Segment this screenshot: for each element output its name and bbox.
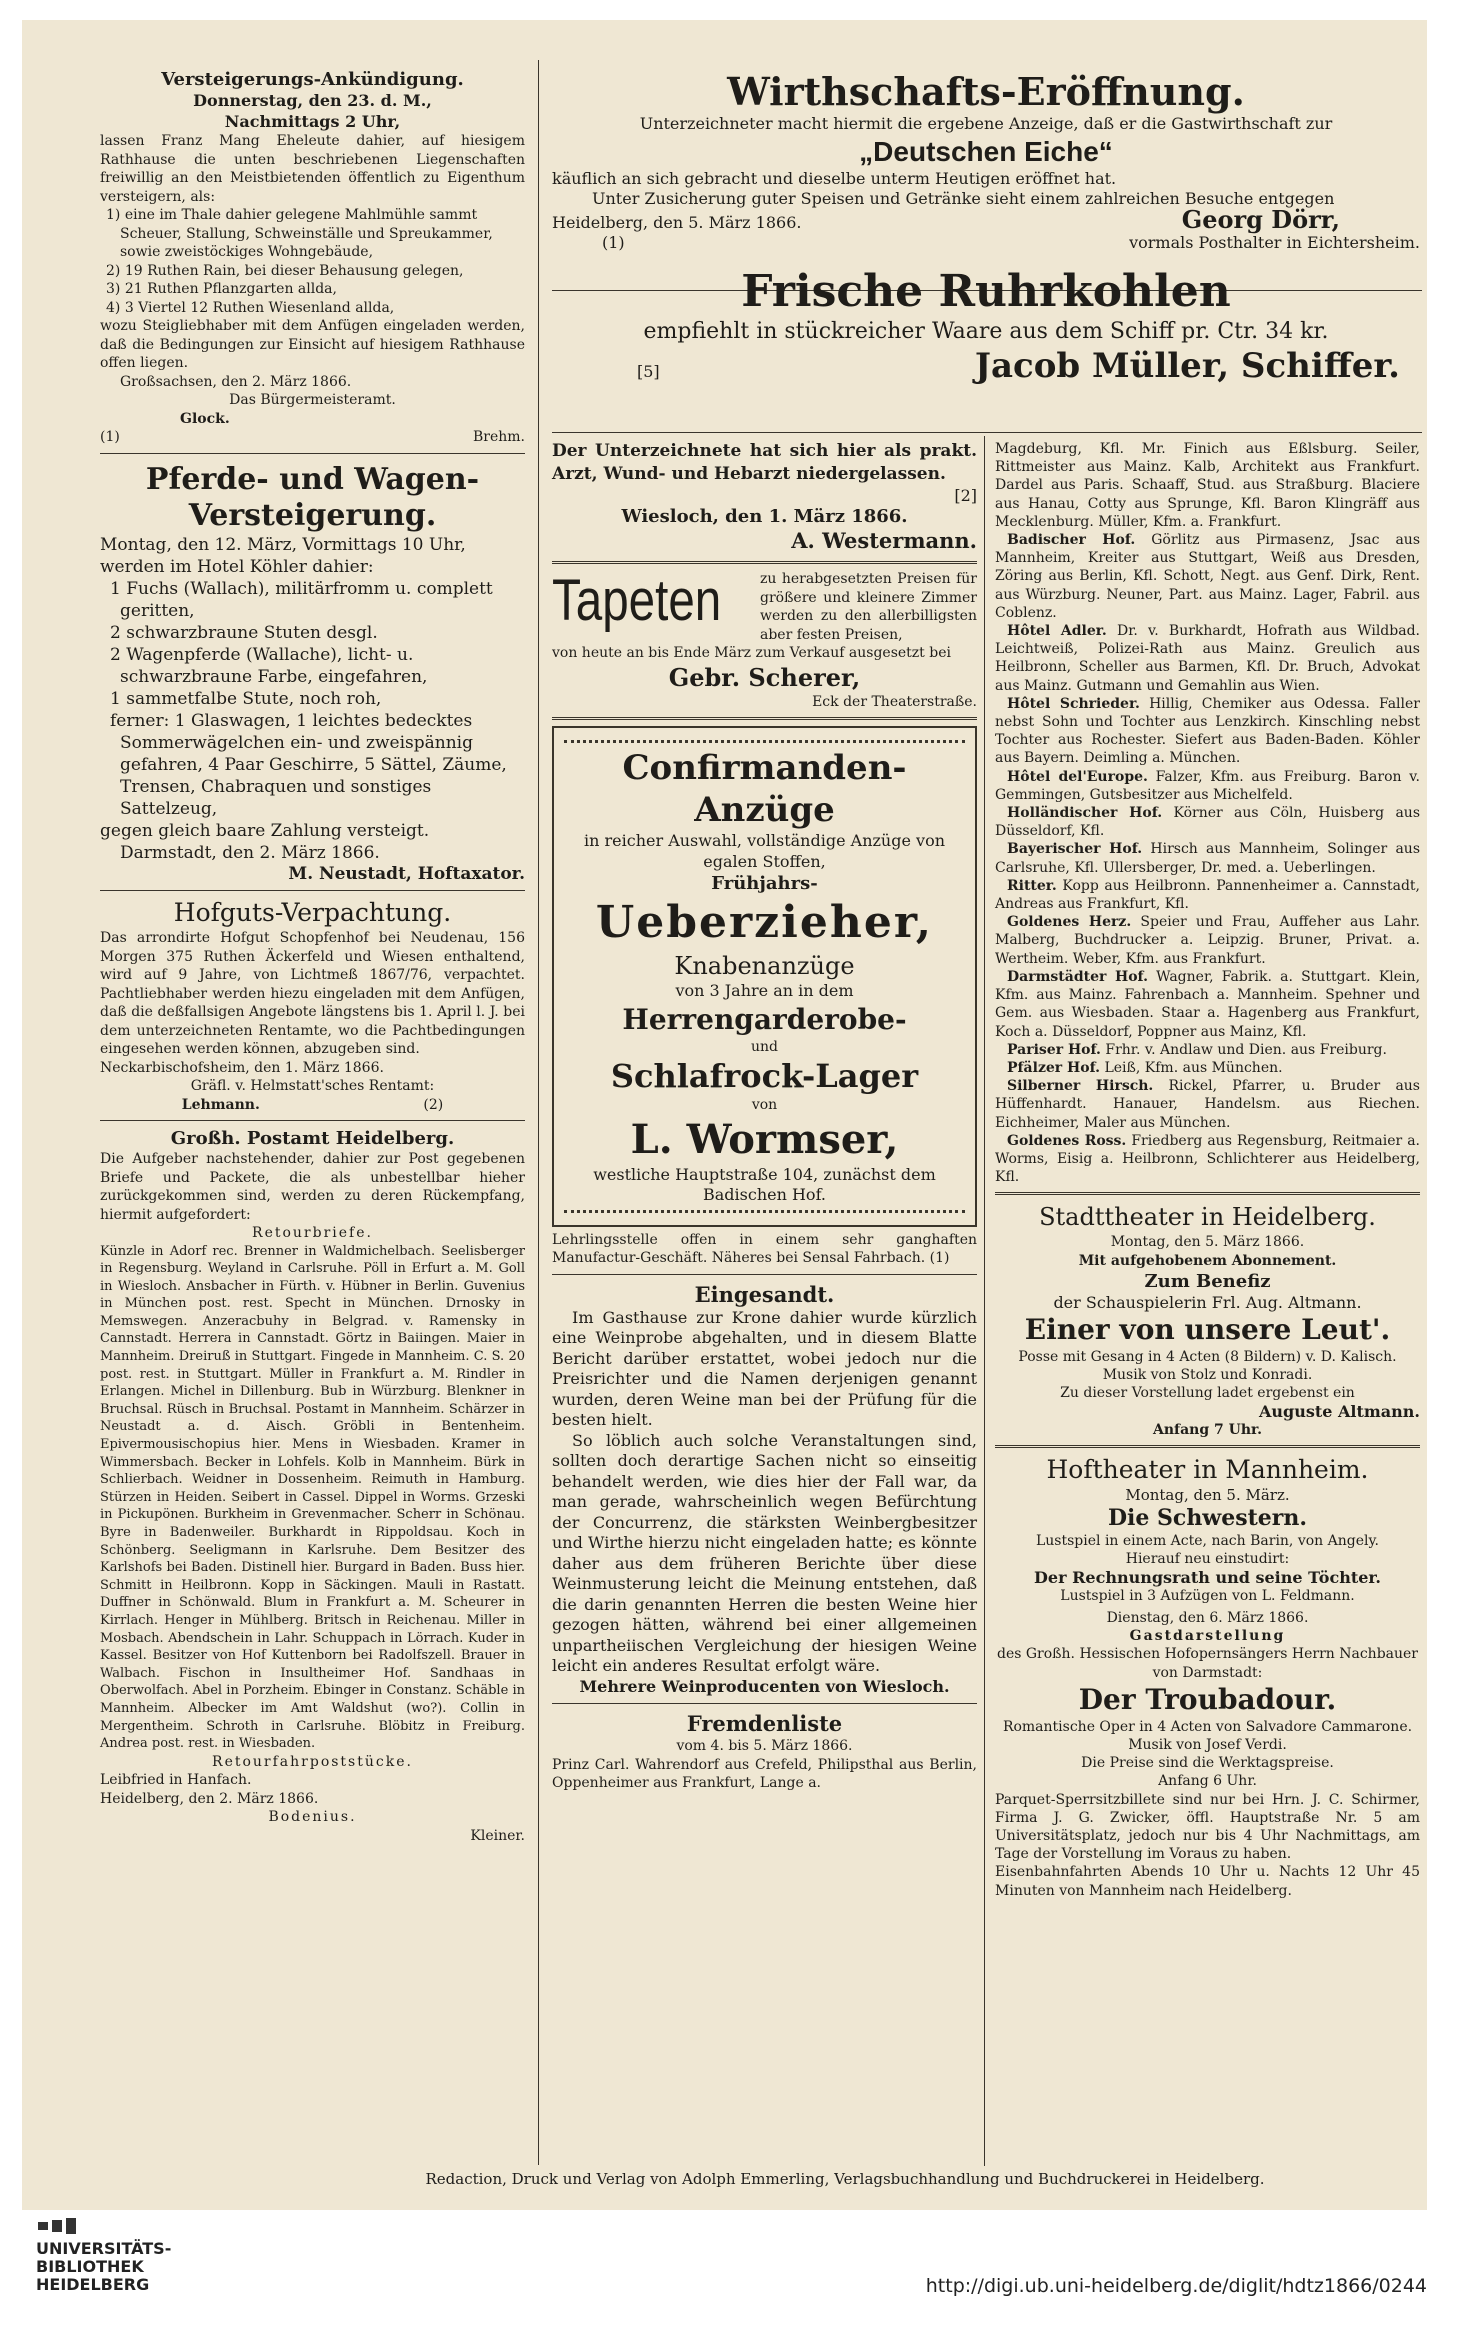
hotel-entry [995,695,1420,768]
pferde-item: gegen gleich baare Zahlung versteigt. [100,820,430,841]
versteigerung-date: Donnerstag, den 23. d. M., [193,91,432,110]
hotel-entry [995,804,1420,840]
lehr-text-body: Lehrlingsstelle offen in einem sehr ganghaften Manufactur-Geschäft. Näheres bei Sensal Fahrbach. [552,1231,977,1266]
arzt-text: Der Unterzeichnete hat sich hier als prakt. Arzt, Wund- und Hebarzt niedergelassen. [552,441,977,484]
ruhr-text: empfiehlt in stückreicher Waare aus dem Schiff pr. Ctr. 34 kr. [643,318,1329,344]
tapeten-text: von heute an bis Ende März zum Verkauf ausgesetzt bei [552,645,951,661]
versteigerung-item: 3) 21 Ruthen Pflanzgarten allda, [106,281,337,297]
hof-gast2: des Großh. Hessischen Hofopernsängers Herrn Nachbauer von Darmstadt: [996,1646,1419,1681]
hotel-guests: Görlitz aus Pirmasenz, Jsac aus Mannheim, Kreiter aus Stuttgart, Weiß aus Dresden, Zöring aus Berlin, Kfl. Schott, Negt. aus Genf. Dirk, Rent. aus Würzburg. Neuner, Part. aus Mainz. Lager, Fabril. aus Coblenz. [995,532,1421,621]
conf-fruh: Frühjahrs- [711,873,818,894]
pferde-item: ferner: 1 Glaswagen, 1 leichtes bedecktes Sommerwägelchen ein- und zweispännig gefahren, 4 Paar Geschirre, 5 Sättel, Zäume, Trensen, Chabraquen und sonstiges Sattelzeug, [110,710,507,819]
hotel-entry [995,531,1420,622]
hotel-name: Goldenes Ross. [1007,1132,1127,1149]
source-url-link[interactable]: http://digi.ub.uni-heidelberg.de/diglit/hdtz1866/0244 [925,2275,1427,2297]
hof-title: Hoftheater in Mannheim. [1046,1454,1369,1484]
hotel-guests: Frhr. v. Andlaw und Dien. aus Freiburg. [1105,1041,1387,1058]
hotel-entry [995,1041,1420,1059]
conf-name: L. Wormser, [630,1115,899,1163]
tapeten-big: Tapeten [552,568,722,633]
hof-bahn: Eisenbahnfahrten Abends 10 Uhr u. Nachts 12 Uhr 45 Minuten von Mannheim nach Heidelberg. [995,1864,1420,1899]
arzt-place: Wiesloch, den 1. März 1866. [621,505,908,527]
arzt-sign: A. Westermann. [791,528,977,553]
pferde-item: 2 schwarzbraune Stuten desgl. [110,622,378,643]
stadt-sign: Auguste Altmann. [1258,1401,1420,1421]
hofgut-title: Hofguts-Verpachtung. [173,898,452,927]
hotel-entry [995,1132,1420,1187]
hofgut-sign2: Lehmann. [181,1096,260,1113]
hotel-guests: Friedberg aus Regensburg, Reitmaier a. Worms, Eisig a. Heilbronn, Schlichterer aus Heidelberg, Kfl. [995,1132,1421,1186]
stadt-stueck: Einer von unsere Leut'. [1024,1312,1391,1346]
ruhr-row [552,346,1420,386]
hof-stueck2: Der Rechnungsrath und seine Töchter. [1034,1567,1381,1587]
pferde-item: 1 Fuchs (Wallach), militärfromm u. complett geritten, [110,578,493,621]
versteigerung-footer [100,428,525,447]
tapeten-block [552,570,977,644]
conf-addr: westliche Hauptstraße 104, zunächst dem Badischen Hof. [593,1164,936,1204]
imprint: Redaction, Druck und Verlag von Adolph Emmerling, Verlagsbuchhandlung und Buchdruckerei in Heidelberg. [425,2170,1265,2188]
hotel-entry [995,968,1420,1041]
hof-preise: Die Preise sind die Werktagspreise. [1081,1755,1334,1772]
pferde-title: Versteigerung. [188,497,437,533]
hofgut-place: Neckarbischofsheim, den 1. März 1866. [100,1059,384,1076]
hotel-name: Pariser Hof. [1007,1041,1101,1058]
pferde-item: 1 sammetfalbe Stute, noch roh, [110,688,382,709]
wirth-place: Heidelberg, den 5. März 1866. [552,212,802,232]
fremden-title: Fremdenliste [686,1711,843,1736]
stadt-benefiz: Zum Benefiz [1144,1270,1271,1292]
hotel-entry [995,840,1420,876]
conf-von: von [751,1097,778,1113]
hofgut-text: Das arrondirte Hofgut Schopfenhof bei Neudenau, 156 Morgen 375 Ruthen Äckerfeld und Wiesen enthaltend, wird auf 9 Jahre, von Lichtmeß 1867/76, verpachtet. Pachtliebhaber werden hiezu eingeladen mit dem Anfügen, daß die deßfallsigen Angebote längstens bis 1. April l. J. bei dem unterzeichneten Rentamte, wo die Pachtbedingungen eingesehen werden können, abzugeben sind. [100,930,525,1057]
fremden-text: Prinz Carl. Wahrendorf aus Crefeld, Philipsthal aus Berlin, Oppenheimer aus Frankfurt, Lange a. [552,1756,977,1791]
hof-desc2: Lustspiel in 3 Aufzügen von L. Feldmann. [1060,1587,1355,1604]
versteigerung-item: 4) 3 Viertel 12 Ruthen Wiesenland allda, [106,299,395,316]
hof-desc1: Lustspiel in einem Acte, nach Barin, von Angely. [1035,1533,1379,1550]
hotel-guests: Hillig, Chemiker aus Odessa. Faller nebst Sohn und Tochter aus Lenzkirch. Kinschling nebst Tochter aus Rochester. Siefert aus Baden-Baden. Köhler aus Bayern. Deimling a. München. [995,695,1420,767]
wormser-ad [552,726,977,1227]
stadt-abo: Mit aufgehobenem Abonnement. [1078,1252,1337,1269]
hotel-name: Darmstädter Hof. [1007,968,1148,985]
hotel-name: Bayerischer Hof. [1007,841,1143,858]
einges-text2: So löblich auch solche Veranstaltungen sind, sollten doch derartige Sachen nicht so einseitig behandelt werden, wie dies hier der Fall war, da man gerade, wahrscheinlich wegen Befürchtung der Concurrenz, die stärksten Weinbergbesitzer und Wirthe hierzu nicht eingeladen hatte; es könnte daher aus dem früheren Berichte über diese Weinmusterung leicht die Meinung entstehen, daß die darin genannten Herren die besten Weine hier gezogen hätten, während bei einer allgemeinen unpartheiischen Vergleichung der hiesigen Weine leicht ein anderes Resultat erfolgt wäre. [552,1430,977,1675]
tapeten-side: zu herabgesetzten Preisen für größere und kleinere Zimmer werden zu den allerbilligsten aber festen Preisen, [760,571,977,643]
post-text: Die Aufgeber nachstehender, dahier zur Post gegebenen Briefe und Packete, die als unbestellbar hieher zurückgekommen sind, werden zu deren Rückempfang, hiermit aufgefordert: [100,1151,525,1223]
post-sign2: Kleiner. [470,1827,525,1844]
library-line: BIBLIOTHEK [36,2257,144,2276]
ruhr-title: Frische Ruhrkohlen [741,265,1231,317]
wirth-row2 [552,233,1420,254]
hotel-name: Silberner Hirsch. [1007,1078,1154,1095]
wirth-text2: käuflich an sich gebracht und dieselbe unterm Heutigen eröffnet hat. [552,168,1117,188]
conf-text2: von 3 Jahre an in dem [675,981,854,1000]
library-logo-icon [38,2218,168,2234]
stadt-invite: Zu dieser Vorstellung ladet ergebenst ein [1060,1385,1355,1402]
hotel-guests: Rickel, Pfarrer, u. Bruder aus Hüffenhardt. Hanauer, Handelsm. aus Riechen. Eichheimer, Maler aus München. [995,1078,1420,1131]
column-rule-right [984,436,985,2166]
ruhr-num: [5] [637,361,660,381]
fremden-text-cont: Magdeburg, Kfl. Mr. Finich aus Eßlsburg. Seiler, Rittmeister aus Mainz. Kalb, Architekt aus Frankfurt. Dardel aus Paris. Schaaff, Stud. aus Straßburg. Blaciere aus Hanau, Cotty aus Sprunge, Kfl. Baron Klingräff aus Mecklenburg. Müller, Kfm. a. Frankfurt. [995,441,1420,530]
wirth-name: „Deutschen Eiche“ [859,135,1113,167]
conf-herren: Herrengarderobe- [622,1002,907,1036]
conf-schlaf: Schlafrock-Lager [610,1057,919,1095]
hotel-entry [995,768,1420,804]
hotel-guests: Körner aus Cöln, Huisberg aus Düsseldorf, Kfl. [995,805,1421,840]
hofgut-footer [100,1096,525,1115]
stadt-desc: Posse mit Gesang in 4 Acten (8 Bildern) v. D. Kalisch. Musik von Stolz und Konradi. [1018,1348,1397,1384]
wirth-sign: Georg Dörr, [1181,204,1340,234]
versteigerung-title: Versteigerungs-Ankündigung. [161,69,464,90]
post-sign1: Bodenius. [268,1809,357,1826]
conf-title: Confirmanden- [622,748,907,788]
arzt-num: [2] [954,486,977,505]
top-ads [552,70,1420,386]
versteigerung-sign: Glock. [180,410,230,427]
hof-desc3: Romantische Oper in 4 Acten von Salvadore Cammarone. Musik von Josef Verdi. [1002,1718,1413,1753]
hotel-name: Hôtel del'Europe. [1007,768,1148,785]
hotel-name: Pfälzer Hof. [1007,1059,1101,1076]
wirth-text1: Unterzeichneter macht hiermit die ergebene Anzeige, daß er die Gastwirthschaft zur [639,114,1333,133]
hotel-name: Goldenes Herz. [1007,914,1132,931]
versteigerung-item: 1) eine im Thale dahier gelegene Mahlmühle sammt Scheuer, Stallung, Schweinställe und Spreukammer, sowie zweistöckiges Wohngebäude, [106,207,493,260]
hotel-guests: Falzer, Kfm. aus Freiburg. Baron v. Gemmingen, Gutsbesitzer aus Michelfeld. [995,768,1420,803]
hotel-entry [995,622,1420,695]
hotel-name: Holländischer Hof. [1007,805,1163,822]
hotel-entry [995,1059,1420,1077]
wirth-text3: Unter Zusicherung guter Speisen und Getränke sieht einem zahlreichen Besuche entgegen [592,189,1335,208]
tapeten-addr: Eck der Theaterstraße. [812,693,977,710]
versteigerung-num: (1) [100,429,120,445]
lehr-num: (1) [929,1250,950,1266]
versteigerung-text: lassen Franz Mang Eheleute dahier, auf hiesigem Rathhause die unten beschriebenen Liegenschaften freiwillig an den Meistbietenden öffentlich zu Eigenthum versteigern, als: [100,133,525,205]
hof-gast: Gastdarstellung [1129,1628,1286,1645]
versteigerung-sign3: Brehm. [472,429,525,445]
hof-parquet: Parquet-Sperrsitzbillete sind nur bei Hrn. J. C. Schirmer, Firma J. G. Zwicker, öffl. Hauptstraße Nr. 5 am Universitätsplatz, jedoch nur bis 4 Uhr Nachmittags, am Tage der Vorstellung im Voraus zu haben. [995,1791,1420,1863]
pferde-intro: Montag, den 12. März, Vormittags 10 Uhr, werden im Hotel Köhler dahier: [100,534,466,577]
hotel-entry [995,913,1420,968]
hotel-entry [995,877,1420,913]
versteigerung-time: Nachmittags 2 Uhr, [224,111,401,131]
column-rule-left [538,60,539,2165]
pferde-sign: M. Neustadt, Hoftaxator. [288,863,525,884]
hof-stueck1: Die Schwestern. [1107,1505,1308,1532]
hofgut-num: (2) [423,1096,444,1113]
einges-text1: Im Gasthause zur Krone dahier wurde kürzlich eine Weinprobe abgehalten, und in diesem Blatte Bericht darüber erstattet, wobei jedoch nur die Preisrichter und die Namen derjenigen genannt wurden, deren Weine man bei der Prüfung für die besten hielt. [552,1307,977,1429]
versteigerung-sign: Das Bürgermeisteramt. [229,392,396,408]
hofgut-sign: Gräfl. v. Helmstatt'sches Rentamt: [190,1078,435,1094]
hotel-entry [995,1077,1420,1132]
versteigerung-item: 2) 19 Ruthen Rain, bei dieser Behausung gelegen, [106,262,464,279]
ruhr-sign: Jacob Müller, Schiffer. [974,345,1400,386]
conf-und: und [751,1038,778,1055]
hotel-guests: Wagner, Fabrik. a. Stuttgart. Klein, Kfm. aus Mainz. Fahrenbach a. Mannheim. Spehner und Gem. aus Wiesbaden. Staar a. Hagenberg aus Frankfurt, Koch a. Düsseldorf, Poppner aus Mainz, Kfl. [995,968,1421,1040]
hotel-guests: Kopp aus Heilbronn. Pannenheimer a. Cannstadt, Andreas aus Frankfurt, Kfl. [995,877,1420,913]
pferde-place: Darmstadt, den 2. März 1866. [120,842,380,863]
post-title: Großh. Postamt Heidelberg. [170,1128,455,1149]
library-name [36,2240,206,2294]
hof-darauf: Hierauf neu einstudirt: [1125,1551,1290,1568]
stadt-der: der Schauspielerin Frl. Aug. Altmann. [1053,1292,1362,1312]
wirth-title: Wirthschafts-Eröffnung. [727,69,1245,114]
post-sub2-text: Leibfried in Hanfach. [100,1772,252,1789]
stadt-date: Montag, den 5. März 1866. [1110,1234,1305,1251]
hotel-guests: Speier und Frau, Auffeher aus Lahr. Malberg, Buchdrucker a. Leipzig. Bruner, Privat. a. Wertheim. Weber, Kfm. aus Frankfurt. [995,914,1420,967]
conf-knaben: Knabenanzüge [674,952,855,980]
hotel-list [995,531,1420,1186]
hotel-guests: Dr. v. Burkhardt, Hofrath aus Wildbad. Leichtweiß, Polizei-Rath aus Mainz. Greulich aus Heilbronn, Scheller aus Barmen, Kfl. Dr. Bruch, Advokat aus Mainz. Gutmann und Gemahlin aus Wien. [995,623,1420,694]
einges-sign: Mehrere Weinproducenten von Wiesloch. [579,1676,950,1696]
fremden-date: vom 4. bis 5. März 1866. [676,1738,853,1754]
post-place: Heidelberg, den 2. März 1866. [100,1790,319,1807]
versteigerung-after: wozu Steigliebhaber mit dem Anfügen eingeladen werden, daß die Bedingungen zur Einsicht auf hiesigem Rathhause offen liegen. [100,318,525,371]
hof-date2: Dienstag, den 6. März 1866. [1106,1609,1309,1626]
hof-stueck3: Der Troubadour. [1078,1682,1337,1716]
hotel-name: Badischer Hof. [1007,532,1136,549]
einges-title: Eingesandt. [694,1281,835,1307]
stadt-anfang: Anfang 7 Uhr. [1153,1421,1262,1438]
hotel-name: Hôtel Adler. [1007,623,1107,640]
hof-date1: Montag, den 5. März. [1125,1485,1290,1504]
column-middle [552,440,977,1793]
library-line: UNIVERSITÄTS- [36,2239,172,2258]
column-right [995,440,1420,1900]
tapeten-sign: Gebr. Scherer, [668,662,861,692]
hotel-name: Hôtel Schrieder. [1007,695,1140,712]
hof-anfang: Anfang 6 Uhr. [1158,1773,1257,1790]
column-left [100,68,525,1845]
pferde-title: Pferde- und Wagen- [145,461,480,497]
conf-text: in reicher Auswahl, vollständige Anzüge von egalen Stoffen, [583,831,946,871]
conf-title: Anzüge [694,790,835,830]
post-sub2: Retourfahrpoststücke. [212,1753,413,1770]
library-line: HEIDELBERG [36,2275,150,2294]
post-list: Künzle in Adorf rec. Brenner in Waldmichelbach. Seelisberger in Regensburg. Weyland in Carlsruhe. Pöll in Erfurt a. M. Goll in Wiesloch. Ansbacher in Fürth. v. Hübner in Berlin. Guvenius in München post. rest. Specht in München. Drnosky in Memswegen. Anzeracbuhy in Belgrad. v. Ramensky in Cannstadt. Herrera in Cannstadt. Görtz in Baiingen. Maier in Mannheim. Dreiruß in Stuttgart. Fingede in Mannheim. C. S. 20 post. rest. in Stuttgart. Müller in Frankfurt a. M. Rindler in Erlangen. Michel in Dillenburg. Bub in Würzburg. Blenkner in Bruchsal. Rüsch in Bruchsal. Postamt in Mannheim. Schärzer in Neustadt a. d. Aisch. Gröbli in Bentenheim. Epivermousischopius hier. Mens in Wiesbaden. Kramer in Wimmersbach. Becker in Lohfels. Kolb in Mannheim. Bürk in Schlierbach. Weidner in Dossenheim. Reimuth in Hamburg. Stürzen in Heiden. Seibert in Cassel. Dippel in Worms. Grzeski in Pickupönen. Burkheim in Grevenmacher. Scherr in Schönau. Byre in Badenweiler. Burkhardt in Rippoldsau. Koch in Schönberg. Seeligmann in Karlsruhe. Dem Besitzer des Karlshofs bei Baden. Distinell hier. Burgard in Baden. Buss hier. Schmitt in Heilbronn. Kopp in Säckingen. Mauli in Rastatt. Duffner in Schönwald. Blum in Frankfurt a. M. Scheurer in Kirrlach. Henger in Mühlberg. Britsch in Reichenau. Miller in Mosbach. Abendschein in Lahr. Schuppach in Lörrach. Kuder in Kassel. Besitzer von Hof Kuttenborn bei Radolfszell. Brauer in Walbach. Fischon in Insultheimer Hof. Sandhaas in Oberwolfach. Abel in Porzheim. Ebinger in Constanz. Schäble in Mannheim. Albecker im Amt Waldshut (wo?). Collin in Mergentheim. Schroth in Carlsruhe. Blöbitz in Freiburg. Andrea post. rest. in Wiesbaden. [100,1243,525,1752]
wirth-num: (1) [602,233,625,252]
hotel-guests: Leiß, Kfm. aus München. [1104,1059,1283,1076]
lehr-text [552,1231,977,1268]
versteigerung-place: Großsachsen, den 2. März 1866. [120,373,352,390]
top-rule-2 [552,432,1422,433]
hotel-guests: Hirsch aus Mannheim, Solinger aus Carlsruhe, Kfl. Ullersberger, Dr. med. a. Ueberlingen. [995,841,1421,876]
hotel-name: Ritter. [1007,877,1057,894]
pferde-item: 2 Wagenpferde (Wallache), licht- u. schwarzbraune Farbe, eingefahren, [110,644,428,687]
post-sub: Retourbriefe. [252,1225,373,1241]
conf-ueber: Ueberzieher, [595,897,934,948]
wirth-row [552,204,1420,234]
wirth-sign2: vormals Posthalter in Eichtersheim. [1129,233,1420,252]
stadt-title: Stadttheater in Heidelberg. [1039,1203,1376,1232]
